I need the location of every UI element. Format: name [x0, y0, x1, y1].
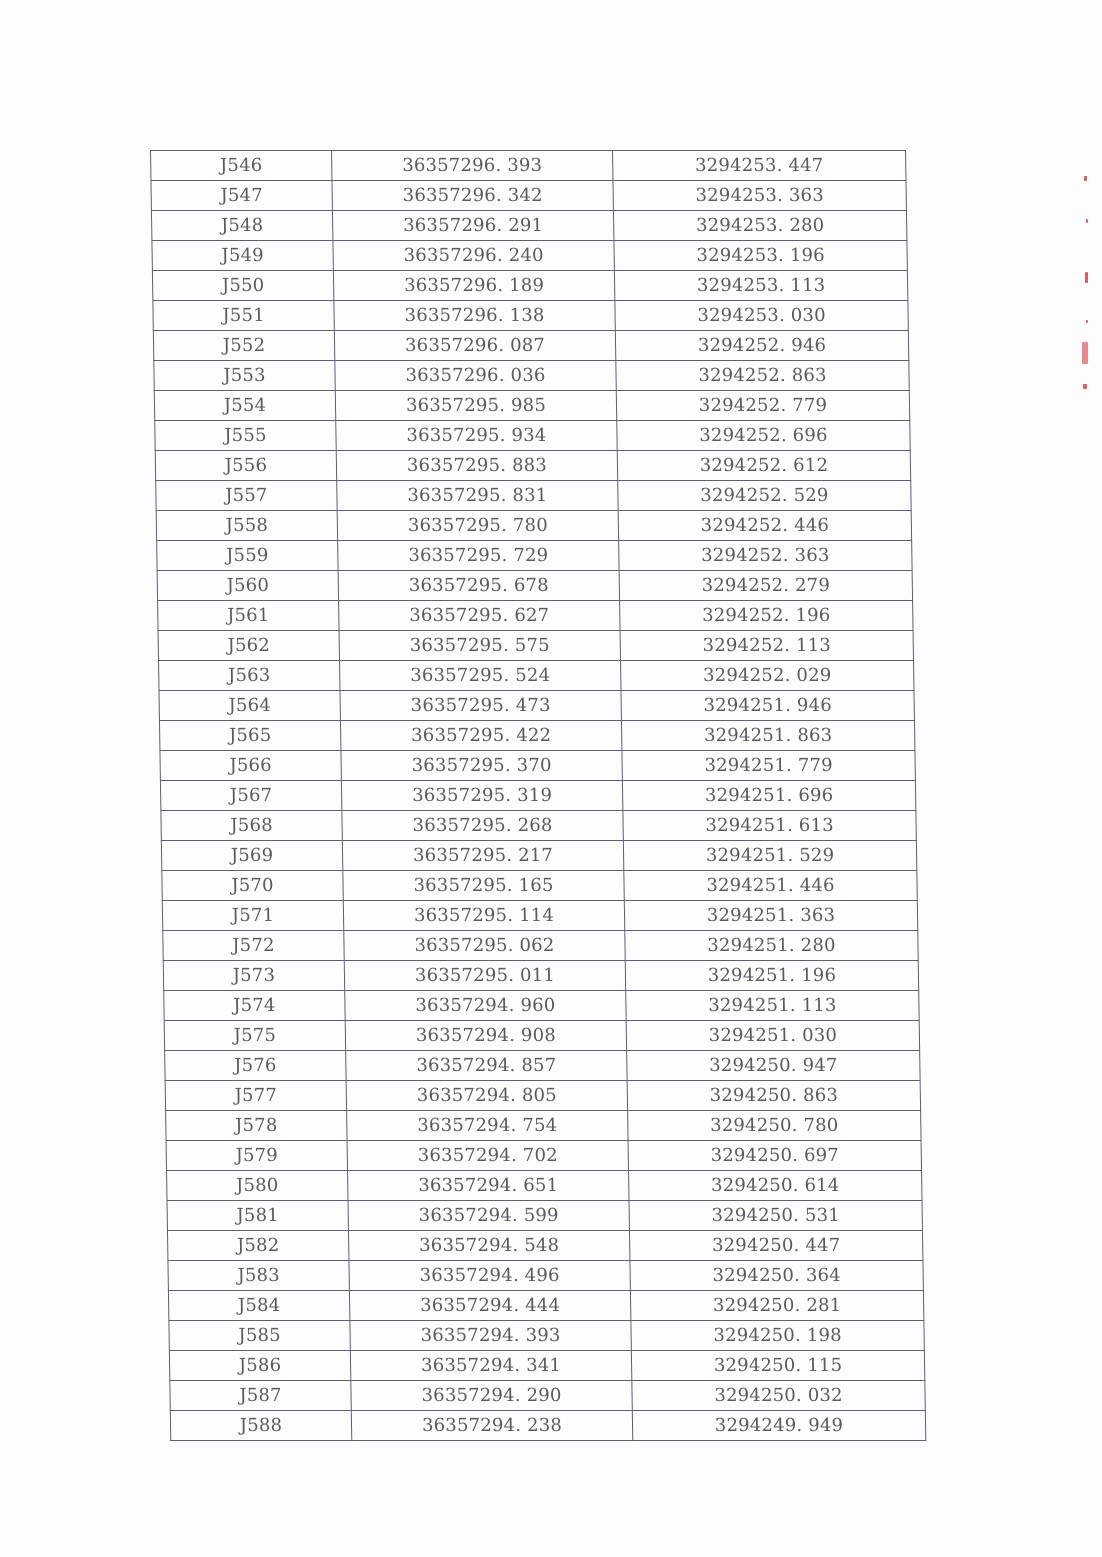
y-coordinate-cell: 3294251. 696 [622, 781, 915, 811]
point-id-cell: J557 [156, 481, 337, 511]
point-id-cell: J575 [164, 1021, 345, 1051]
y-coordinate-cell: 3294251. 613 [623, 811, 916, 841]
table-row [151, 181, 906, 211]
y-coordinate-cell: 3294253. 030 [615, 301, 908, 331]
point-id-cell: J582 [167, 1231, 348, 1261]
y-coordinate-cell: 3294252. 863 [616, 361, 909, 391]
table-row [170, 1411, 925, 1441]
y-coordinate-cell: 3294251. 529 [623, 841, 916, 871]
y-coordinate-cell: 3294250. 780 [628, 1111, 921, 1141]
point-id-cell: J568 [161, 811, 342, 841]
point-id-cell: J581 [167, 1201, 348, 1231]
x-coordinate-cell: 36357295. 011 [344, 961, 625, 991]
y-coordinate-cell: 3294250. 447 [629, 1231, 922, 1261]
point-id-cell: J559 [157, 541, 338, 571]
table-row [158, 631, 913, 661]
x-coordinate-cell: 36357295. 319 [341, 781, 622, 811]
point-id-cell: J571 [162, 901, 343, 931]
y-coordinate-cell: 3294250. 697 [628, 1141, 921, 1171]
point-id-cell: J558 [156, 511, 337, 541]
x-coordinate-cell: 36357294. 341 [350, 1351, 631, 1381]
point-id-cell: J566 [160, 751, 341, 781]
point-id-cell: J574 [164, 991, 345, 1021]
y-coordinate-cell: 3294252. 779 [616, 391, 909, 421]
x-coordinate-cell: 36357294. 651 [348, 1171, 629, 1201]
table-row [157, 571, 912, 601]
x-coordinate-cell: 36357295. 524 [340, 661, 621, 691]
table-row [152, 271, 907, 301]
y-coordinate-cell: 3294252. 696 [617, 421, 910, 451]
table-row [153, 301, 908, 331]
point-id-cell: J549 [152, 241, 333, 271]
point-id-cell: J548 [151, 211, 332, 241]
x-coordinate-cell: 36357294. 290 [351, 1381, 632, 1411]
y-coordinate-cell: 3294249. 949 [632, 1411, 925, 1441]
table-row [162, 871, 917, 901]
point-id-cell: J546 [151, 151, 332, 181]
table-row [170, 1381, 925, 1411]
y-coordinate-cell: 3294253. 280 [613, 211, 906, 241]
x-coordinate-cell: 36357295. 370 [341, 751, 622, 781]
y-coordinate-cell: 3294253. 363 [613, 181, 906, 211]
table-row [164, 1021, 919, 1051]
y-coordinate-cell: 3294252. 946 [615, 331, 908, 361]
table-row [151, 211, 906, 241]
point-id-cell: J556 [155, 451, 336, 481]
table-row [152, 241, 907, 271]
x-coordinate-cell: 36357294. 960 [345, 991, 626, 1021]
x-coordinate-cell: 36357295. 062 [344, 931, 625, 961]
x-coordinate-cell: 36357296. 342 [332, 181, 613, 211]
table-row [156, 481, 911, 511]
point-id-cell: J570 [162, 871, 343, 901]
y-coordinate-cell: 3294252. 029 [621, 661, 914, 691]
point-id-cell: J573 [163, 961, 344, 991]
y-coordinate-cell: 3294250. 614 [629, 1171, 922, 1201]
y-coordinate-cell: 3294253. 447 [613, 151, 906, 181]
y-coordinate-cell: 3294251. 446 [624, 871, 917, 901]
x-coordinate-cell: 36357296. 291 [332, 211, 613, 241]
x-coordinate-cell: 36357294. 908 [345, 1021, 626, 1051]
table-row [167, 1171, 922, 1201]
y-coordinate-cell: 3294251. 280 [625, 931, 918, 961]
y-coordinate-cell: 3294250. 198 [631, 1321, 924, 1351]
x-coordinate-cell: 36357294. 702 [347, 1141, 628, 1171]
x-coordinate-cell: 36357295. 934 [336, 421, 617, 451]
table-row [154, 391, 909, 421]
point-id-cell: J572 [163, 931, 344, 961]
table-row [161, 841, 916, 871]
table-row [160, 751, 915, 781]
table-row [154, 361, 909, 391]
table-row [165, 1081, 920, 1111]
x-coordinate-cell: 36357295. 422 [340, 721, 621, 751]
point-id-cell: J547 [151, 181, 332, 211]
y-coordinate-cell: 3294251. 030 [626, 1021, 919, 1051]
y-coordinate-cell: 3294253. 113 [614, 271, 907, 301]
table-row [168, 1291, 923, 1321]
point-id-cell: J567 [160, 781, 341, 811]
y-coordinate-cell: 3294251. 196 [625, 961, 918, 991]
table-row [169, 1351, 924, 1381]
table-row [155, 421, 910, 451]
x-coordinate-cell: 36357295. 831 [337, 481, 618, 511]
coordinate-table-body [151, 151, 926, 1441]
y-coordinate-cell: 3294250. 863 [627, 1081, 920, 1111]
y-coordinate-cell: 3294251. 946 [621, 691, 914, 721]
point-id-cell: J583 [168, 1261, 349, 1291]
y-coordinate-cell: 3294251. 113 [626, 991, 919, 1021]
y-coordinate-cell: 3294252. 446 [618, 511, 911, 541]
y-coordinate-cell: 3294250. 281 [630, 1291, 923, 1321]
point-id-cell: J553 [154, 361, 335, 391]
point-id-cell: J552 [153, 331, 334, 361]
table-row [151, 151, 906, 181]
point-id-cell: J561 [158, 601, 339, 631]
table-row [163, 931, 918, 961]
table-row [159, 721, 914, 751]
x-coordinate-cell: 36357295. 729 [338, 541, 619, 571]
x-coordinate-cell: 36357295. 114 [343, 901, 624, 931]
point-id-cell: J555 [155, 421, 336, 451]
point-id-cell: J563 [159, 661, 340, 691]
table-row [166, 1111, 921, 1141]
x-coordinate-cell: 36357294. 444 [349, 1291, 630, 1321]
y-coordinate-cell: 3294250. 115 [631, 1351, 924, 1381]
x-coordinate-cell: 36357296. 138 [334, 301, 615, 331]
y-coordinate-cell: 3294252. 612 [617, 451, 910, 481]
table-row [159, 661, 914, 691]
table-row [167, 1231, 922, 1261]
point-id-cell: J580 [167, 1171, 348, 1201]
point-id-cell: J562 [158, 631, 339, 661]
point-id-cell: J560 [157, 571, 338, 601]
y-coordinate-cell: 3294252. 113 [620, 631, 913, 661]
table-row [163, 961, 918, 991]
x-coordinate-cell: 36357294. 599 [348, 1201, 629, 1231]
y-coordinate-cell: 3294251. 363 [624, 901, 917, 931]
point-id-cell: J554 [154, 391, 335, 421]
table-row [157, 541, 912, 571]
table-row [161, 811, 916, 841]
y-coordinate-cell: 3294250. 032 [632, 1381, 925, 1411]
table-row [165, 1051, 920, 1081]
x-coordinate-cell: 36357294. 805 [346, 1081, 627, 1111]
point-id-cell: J550 [152, 271, 333, 301]
x-coordinate-cell: 36357294. 548 [348, 1231, 629, 1261]
point-id-cell: J565 [159, 721, 340, 751]
y-coordinate-cell: 3294252. 196 [620, 601, 913, 631]
point-id-cell: J569 [161, 841, 342, 871]
point-id-cell: J576 [165, 1051, 346, 1081]
x-coordinate-cell: 36357295. 678 [338, 571, 619, 601]
table-row [168, 1261, 923, 1291]
y-coordinate-cell: 3294250. 531 [629, 1201, 922, 1231]
table-row [164, 991, 919, 1021]
point-id-cell: J587 [170, 1381, 351, 1411]
x-coordinate-cell: 36357295. 985 [335, 391, 616, 421]
x-coordinate-cell: 36357296. 240 [333, 241, 614, 271]
table-row [153, 331, 908, 361]
point-id-cell: J586 [169, 1351, 350, 1381]
x-coordinate-cell: 36357294. 754 [347, 1111, 628, 1141]
x-coordinate-cell: 36357294. 496 [349, 1261, 630, 1291]
x-coordinate-cell: 36357295. 627 [339, 601, 620, 631]
x-coordinate-cell: 36357295. 165 [343, 871, 624, 901]
x-coordinate-cell: 36357295. 268 [342, 811, 623, 841]
point-id-cell: J584 [168, 1291, 349, 1321]
point-id-cell: J579 [166, 1141, 347, 1171]
point-id-cell: J551 [153, 301, 334, 331]
x-coordinate-cell: 36357296. 087 [334, 331, 615, 361]
table-row [162, 901, 917, 931]
point-id-cell: J588 [170, 1411, 351, 1441]
x-coordinate-cell: 36357296. 393 [332, 151, 613, 181]
x-coordinate-cell: 36357294. 238 [351, 1411, 632, 1441]
table-row [156, 511, 911, 541]
x-coordinate-cell: 36357295. 780 [337, 511, 618, 541]
x-coordinate-cell: 36357295. 575 [339, 631, 620, 661]
table-row [158, 601, 913, 631]
y-coordinate-cell: 3294252. 363 [619, 541, 912, 571]
point-id-cell: J564 [159, 691, 340, 721]
y-coordinate-cell: 3294252. 529 [618, 481, 911, 511]
y-coordinate-cell: 3294250. 947 [627, 1051, 920, 1081]
table-row [159, 691, 914, 721]
table-row [167, 1201, 922, 1231]
x-coordinate-cell: 36357295. 473 [340, 691, 621, 721]
table-row [166, 1141, 921, 1171]
y-coordinate-cell: 3294251. 779 [622, 751, 915, 781]
y-coordinate-cell: 3294251. 863 [621, 721, 914, 751]
x-coordinate-cell: 36357294. 857 [346, 1051, 627, 1081]
coordinate-table [150, 150, 926, 1441]
table-row [160, 781, 915, 811]
table-row [169, 1321, 924, 1351]
y-coordinate-cell: 3294253. 196 [614, 241, 907, 271]
y-coordinate-cell: 3294252. 279 [619, 571, 912, 601]
x-coordinate-cell: 36357295. 883 [336, 451, 617, 481]
x-coordinate-cell: 36357294. 393 [350, 1321, 631, 1351]
point-id-cell: J578 [166, 1111, 347, 1141]
coordinate-table-wrapper [150, 150, 922, 1441]
x-coordinate-cell: 36357295. 217 [342, 841, 623, 871]
x-coordinate-cell: 36357296. 036 [335, 361, 616, 391]
y-coordinate-cell: 3294250. 364 [630, 1261, 923, 1291]
point-id-cell: J585 [169, 1321, 350, 1351]
table-row [155, 451, 910, 481]
point-id-cell: J577 [165, 1081, 346, 1111]
x-coordinate-cell: 36357296. 189 [333, 271, 614, 301]
